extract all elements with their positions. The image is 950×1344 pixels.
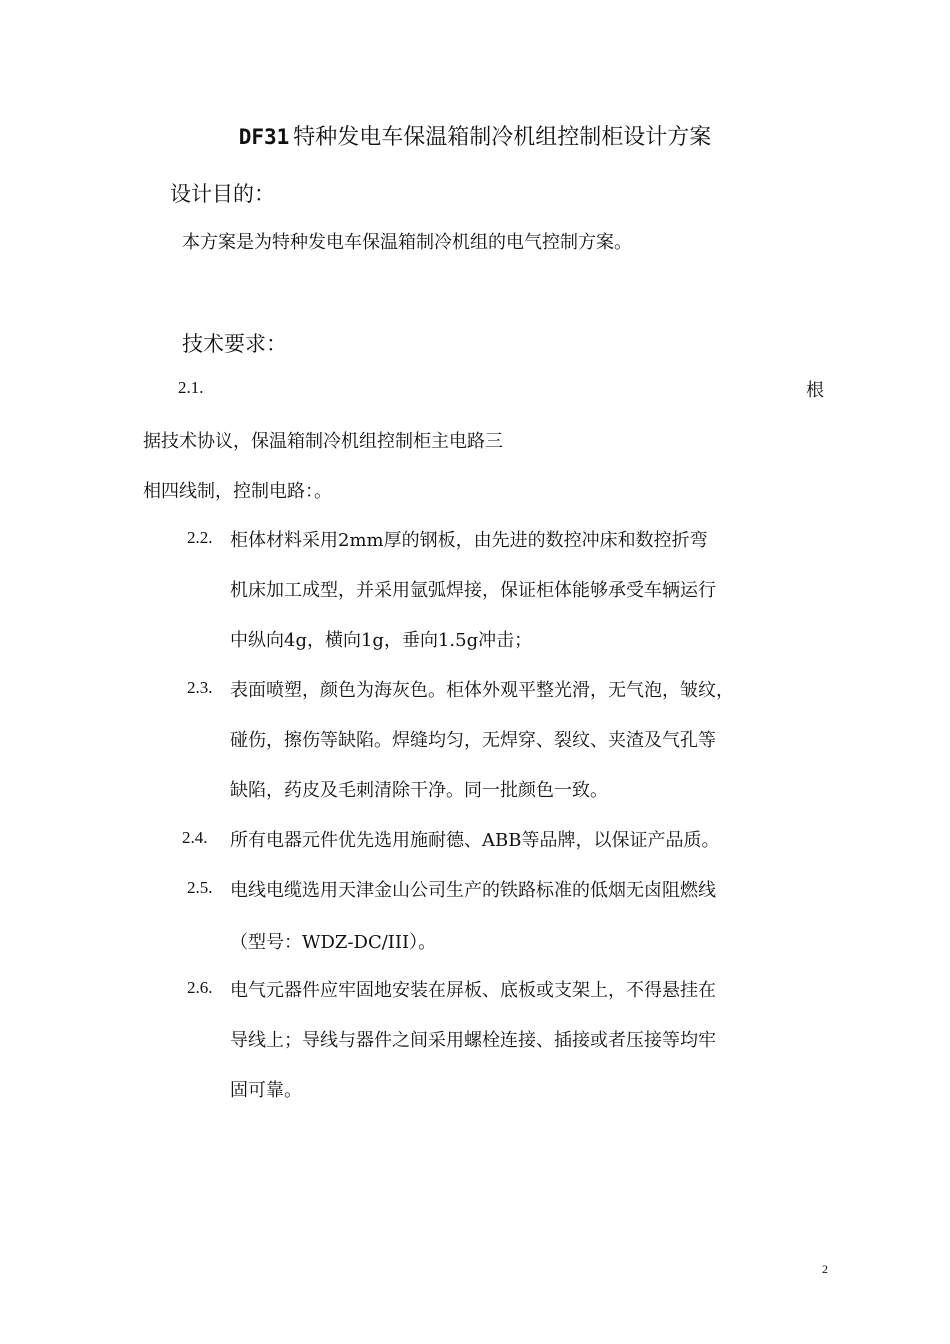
page-number: 2 <box>822 1262 828 1276</box>
item-number-2-2: 2.2. <box>187 528 213 547</box>
item-2-5-line: 电线电缆选用天津金山公司生产的铁路标准的低烟无卤阻燃线 <box>230 880 716 901</box>
document-title <box>0 120 950 151</box>
item-2-3-line: 缺陷，药皮及毛刺清除干净。同一批颜色一致。 <box>230 780 608 801</box>
item-2-2-line: 柜体材料采用2mm厚的钢板，由先进的数控冲床和数控折弯 <box>230 530 708 551</box>
item-number-2-4: 2.4. <box>182 828 208 847</box>
title-code: DF31 <box>238 125 290 149</box>
title-text: 特种发电车保温箱制冷机组控制柜设计方案 <box>293 125 712 150</box>
item-number-2-3: 2.3. <box>187 678 213 697</box>
item-2-6-line: 电气元器件应牢固地安装在屏板、底板或支架上，不得悬挂在 <box>230 980 716 1001</box>
item-2-3-line: 碰伤，擦伤等缺陷。焊缝均匀，无焊穿、裂纹、夹渣及气孔等 <box>230 730 716 751</box>
item-2-4-line: 所有电器元件优先选用施耐德、ABB等品牌，以保证产品质。 <box>230 830 720 851</box>
section-heading-requirements: 技术要求： <box>182 332 287 356</box>
item-2-3-line: 表面喷塑，颜色为海灰色。柜体外观平整光滑，无气泡，皱纹， <box>230 680 734 701</box>
item-2-5-line: （型号：WDZ-DC/III）。 <box>230 932 437 953</box>
item-number-2-5: 2.5. <box>187 878 213 897</box>
item-number-2-6: 2.6. <box>187 978 213 997</box>
purpose-paragraph: 本方案是为特种发电车保温箱制冷机组的电气控制方案。 <box>182 232 632 253</box>
item-number-2-1: 2.1. <box>178 378 204 397</box>
item-2-2-line: 机床加工成型，并采用氩弧焊接，保证柜体能够承受车辆运行 <box>230 580 716 601</box>
item-2-2-line: 中纵向4g，横向1g，垂向1.5g冲击； <box>230 630 533 651</box>
item-2-6-line: 导线上；导线与器件之间采用螺栓连接、插接或者压接等均牢 <box>230 1030 716 1051</box>
item-2-6-line: 固可靠。 <box>230 1080 302 1101</box>
item-2-1-line3: 相四线制，控制电路：。 <box>143 481 332 502</box>
section-heading-purpose: 设计目的： <box>170 182 275 206</box>
item-2-1-line2: 据技术协议，保温箱制冷机组控制柜主电路三 <box>143 431 503 452</box>
item-2-1-line1-end: 根 <box>806 380 824 401</box>
